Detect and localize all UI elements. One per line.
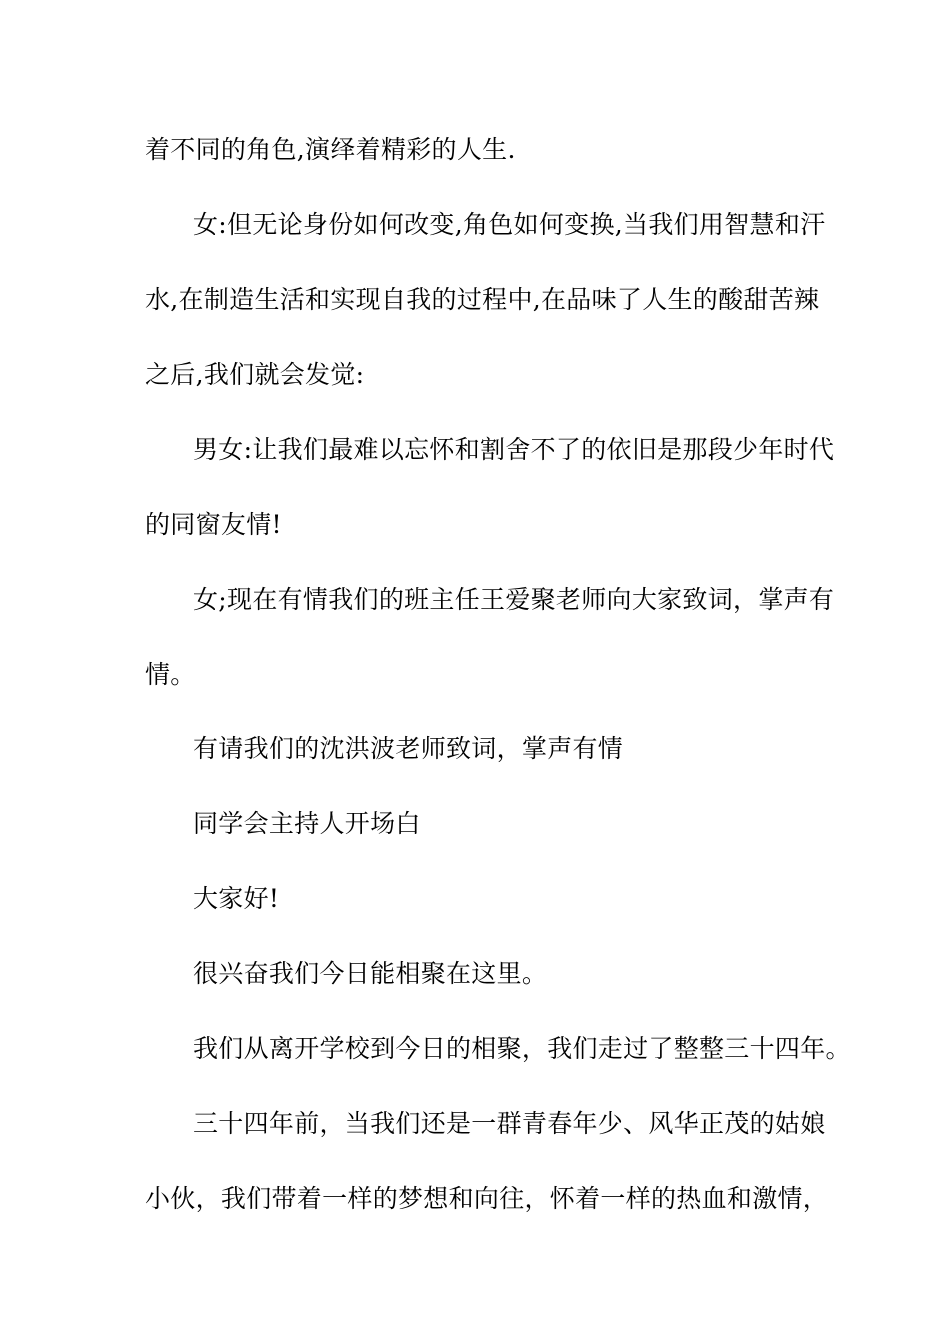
text-line: 水,在制造生活和实现自我的过程中,在品味了人生的酸甜苦辣 (145, 285, 820, 314)
text-line: 情。 (145, 660, 196, 689)
text-line: 很兴奋我们今日能相聚在这里。 (193, 959, 548, 988)
text-line: 大家好! (193, 884, 280, 913)
text-line: 之后,我们就会发觉: (145, 360, 365, 389)
text-line: 男女:让我们最难以忘怀和割舍不了的依旧是那段少年时代 (193, 435, 835, 464)
text-line: 三十四年前，当我们还是一群青春年少、风华正茂的姑娘 (193, 1109, 826, 1138)
text-line: 小伙，我们带着一样的梦想和向往，怀着一样的热血和激情， (145, 1184, 829, 1213)
text-line: 的同窗友情! (145, 510, 282, 539)
text-line: 同学会主持人开场白 (193, 809, 421, 838)
text-line: 女:但无论身份如何改变,角色如何变换,当我们用智慧和汗 (193, 210, 826, 239)
text-line: 有请我们的沈洪波老师致词，掌声有情 (193, 734, 624, 763)
text-line: 我们从离开学校到今日的相聚，我们走过了整整三十四年。 (193, 1034, 851, 1063)
text-line: 着不同的角色,演绎着精彩的人生. (145, 135, 516, 164)
text-line: 女;现在有情我们的班主任王爱聚老师向大家致词，掌声有 (193, 585, 835, 614)
